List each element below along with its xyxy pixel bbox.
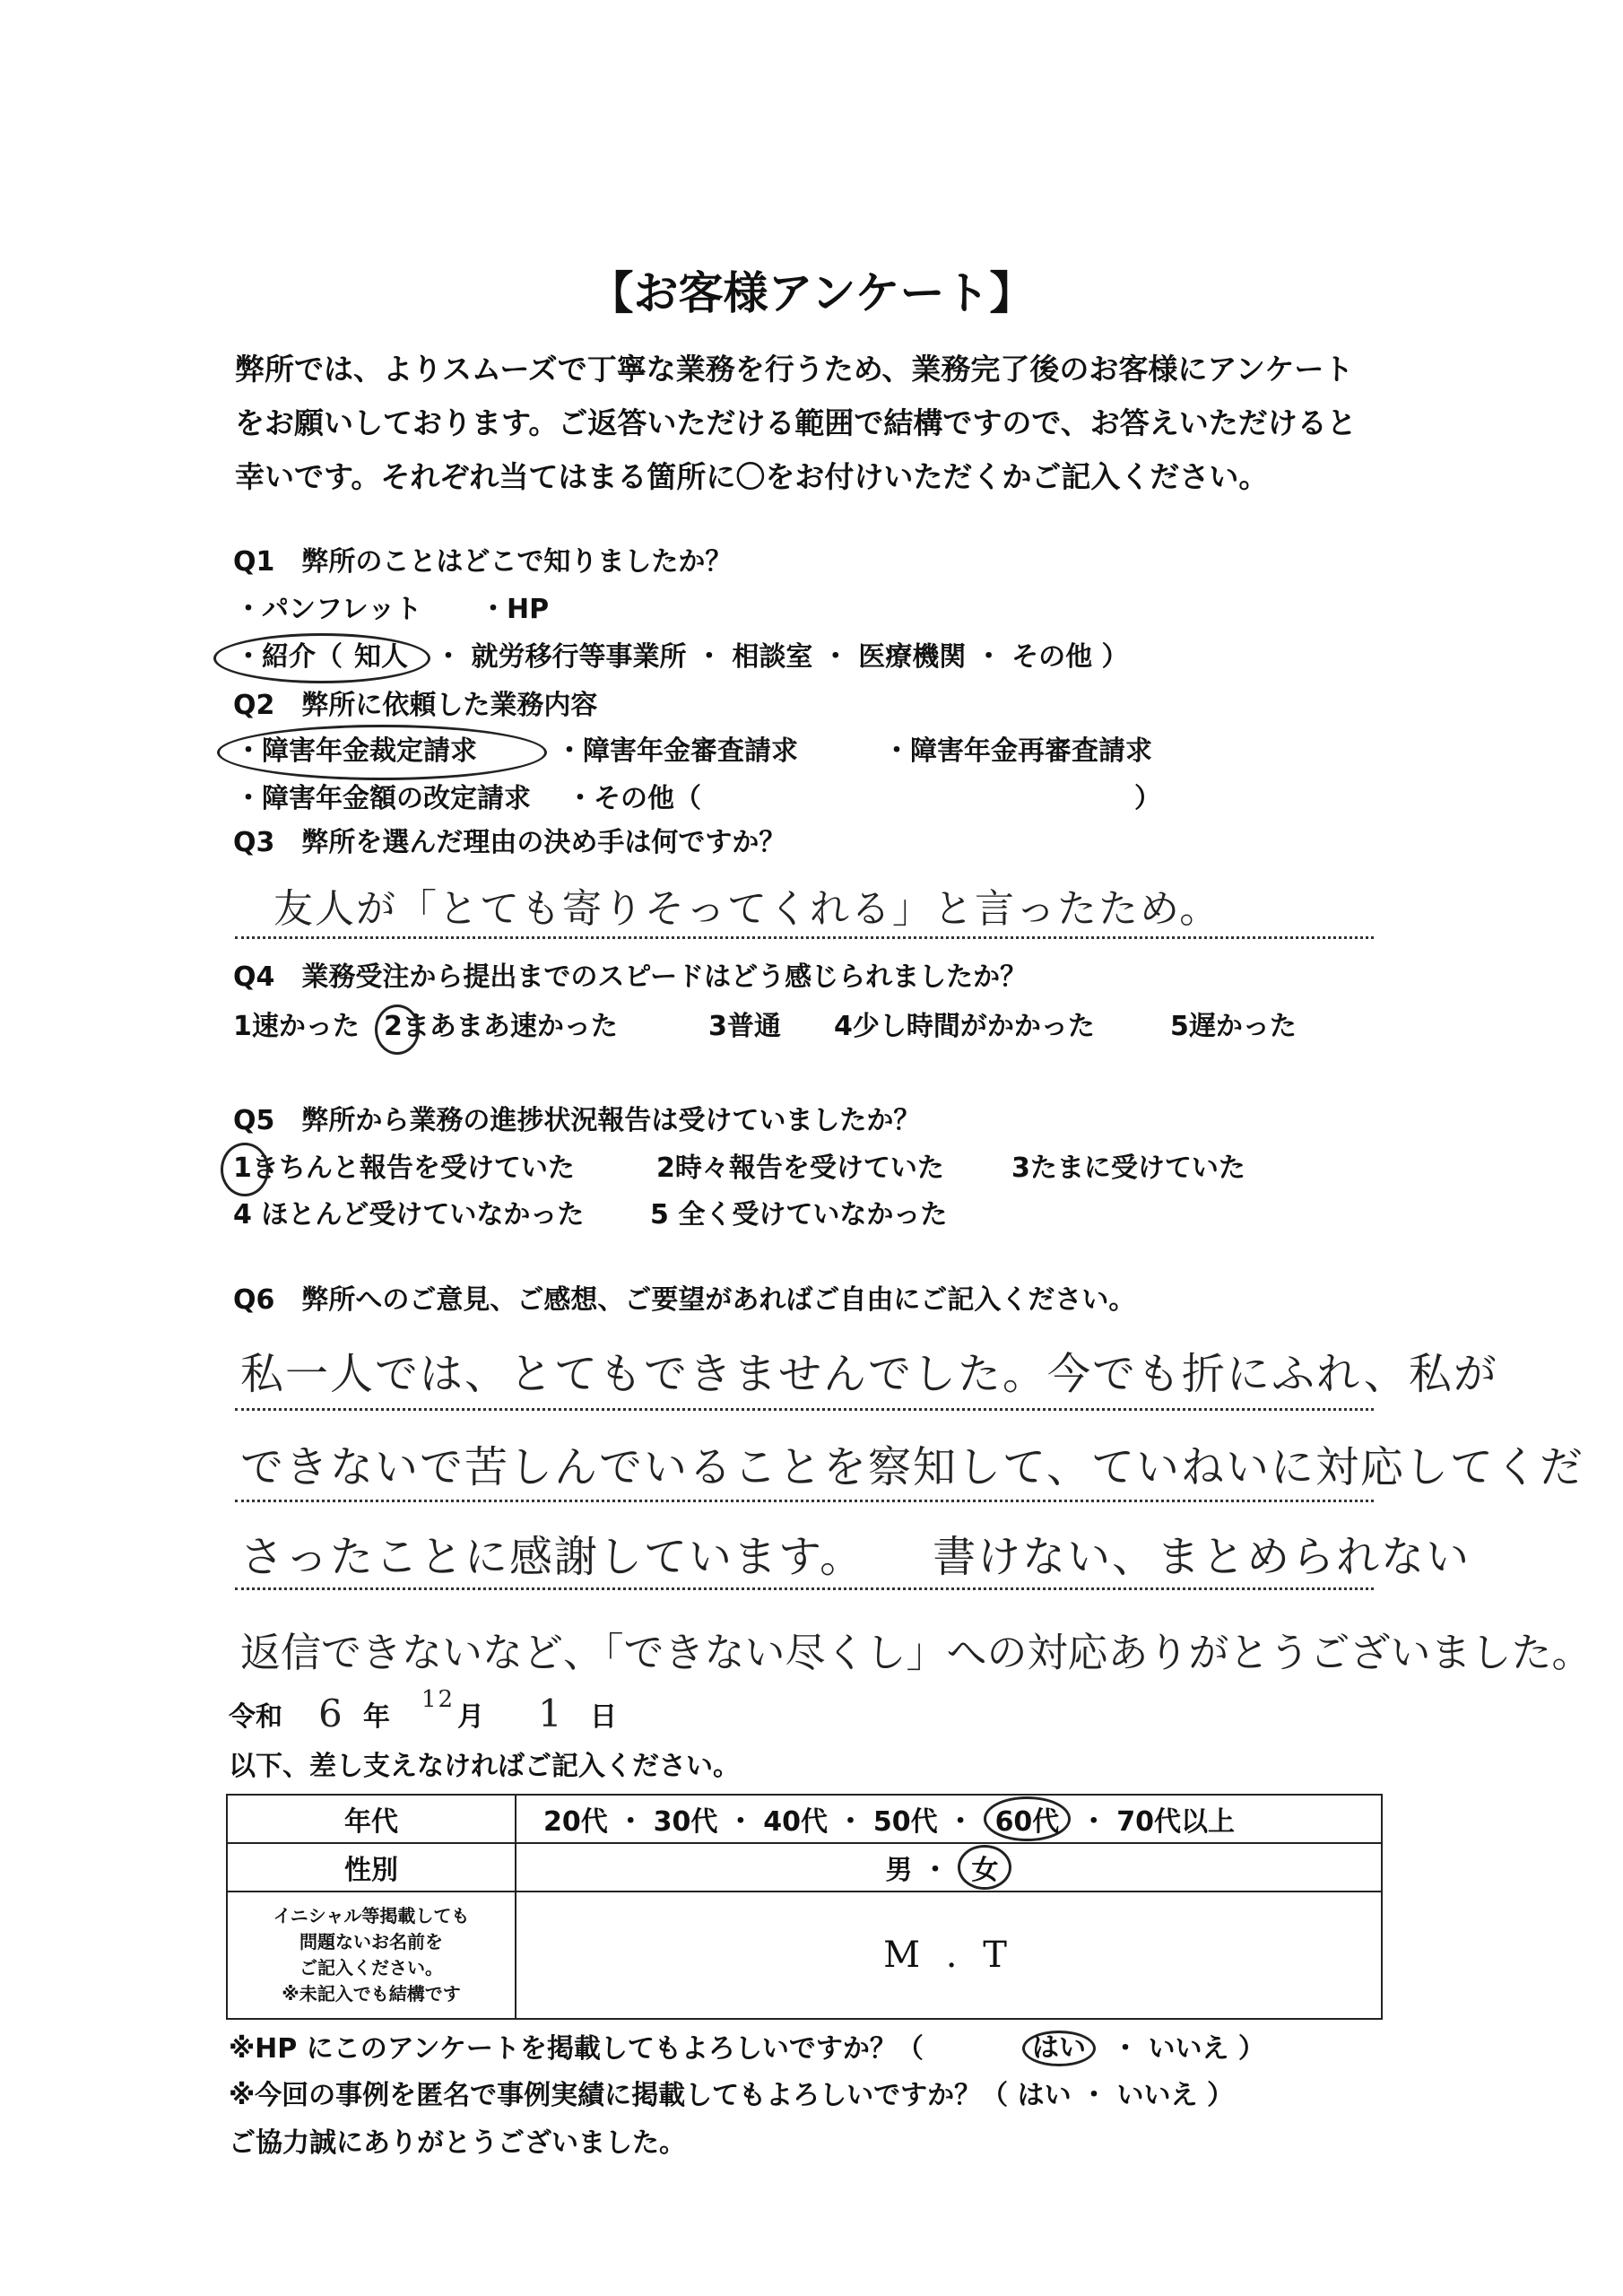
q6-comment-line-2: できないで苦しんでいることを察知して、ていねいに対応してくだ [240, 1442, 1585, 1492]
q4-answer-circle [375, 1004, 420, 1055]
sex-label: 性別 [227, 1843, 516, 1892]
survey-title: 【お客様アンケート】 [588, 267, 1035, 319]
q6-comment-line-1: 私一人では、とてもできませんでした。今でも折にふれ、私が [240, 1349, 1498, 1399]
q1-option-friend: 知人 [354, 641, 408, 673]
q4-option-3: 3普通 [708, 1011, 781, 1042]
q5-answer-circle [221, 1143, 269, 1196]
q4-option-2: 2まあまあ速かった [384, 1011, 618, 1042]
intro-line-2: をお願いしております。ご返答いただける範囲で結構ですので、お答えいただけると [235, 405, 1357, 440]
optional-note: 以下、差し支えなければご記入ください。 [229, 1751, 740, 1782]
q1-answer-circle [213, 633, 430, 683]
name-label-line-1: イニシャル等掲載しても [273, 1905, 470, 1926]
q2-option-other: ・その他（ [567, 783, 701, 814]
q4-option-5: 5遅かった [1170, 1011, 1297, 1042]
q1-option-hp: ・HP [480, 594, 550, 625]
closing-message: ご協力誠にありがとうございました。 [229, 2127, 686, 2159]
date-month: 12 [421, 1686, 456, 1713]
q5-option-4: 4 ほとんど受けていなかった [233, 1199, 585, 1231]
q1-option-others: ・ 就労移行等事業所 ・ 相談室 ・ 医療機関 ・ その他 ） [435, 641, 1129, 673]
age-options: 20代 ・ 30代 ・ 40代 ・ 50代 ・ [543, 1806, 975, 1838]
name-value-cell [516, 1892, 1382, 2019]
q6-line-1-rule [235, 1408, 1374, 1411]
q5-option-1: 1きちんと報告を受けていた [233, 1152, 575, 1184]
q5-option-3: 3たまに受けていた [1011, 1152, 1245, 1184]
q5-option-5: 5 全く受けていなかった [650, 1199, 948, 1231]
q6-question: Q6 弊所へのご意見、ご感想、ご要望があればご自由にご記入ください。 [233, 1284, 1136, 1316]
date-day-label: 日 [590, 1701, 617, 1733]
q2-question: Q2 弊所に依頼した業務内容 [233, 690, 598, 721]
q3-question: Q3 弊所を選んだ理由の決め手は何ですか？ [233, 827, 786, 858]
q5-option-2: 2時々報告を受けていた [656, 1152, 944, 1184]
age-options-rest: ・ 70代以上 [1080, 1806, 1235, 1838]
sex-options-cell [516, 1843, 1382, 1892]
name-value: M . T [883, 1935, 1014, 1976]
q2-answer-circle [217, 725, 547, 780]
name-label [227, 1892, 516, 2019]
age-label: 年代 [227, 1795, 516, 1843]
name-label-line-3: ご記入ください。 [299, 1957, 443, 1979]
date-month-label: 月 [457, 1701, 484, 1733]
date-era: 令和 [229, 1701, 282, 1733]
q1-option-referral: ・紹介（ [235, 641, 343, 673]
q1-question: Q1 弊所のことはどこで知りましたか？ [233, 546, 733, 578]
name-label-line-4: ※未記入でも結構です [282, 1983, 461, 2005]
hp-consent-question: ※HP にこのアンケートを掲載してもよろしいですか？（ [229, 2033, 924, 2065]
q2-option-initial-claim: ・障害年金裁定請求 [235, 735, 477, 767]
intro-line-3: 幸いです。それぞれ当てはまる箇所に〇をお付けいただくかご記入ください。 [235, 459, 1269, 494]
q2-option-review-request: ・障害年金審査請求 [556, 735, 798, 767]
q4-option-1: 1速かった [233, 1011, 360, 1042]
name-label-line-2: 問題ないお名前を [299, 1931, 443, 1952]
sex-female-selected: 女 [958, 1845, 1011, 1890]
date-day: 1 [538, 1692, 564, 1735]
hp-consent-rest: ・ いいえ ） [1112, 2033, 1265, 2065]
q5-question: Q5 弊所から業務の進捗状況報告は受けていましたか？ [233, 1105, 921, 1136]
date-year: 6 [318, 1692, 344, 1735]
q6-comment-line-3: さったことに感謝しています。 書けない、まとめられない [240, 1532, 1471, 1582]
q4-option-4: 4少し時間がかかった [834, 1011, 1095, 1042]
q2-option-other-close: ） [1134, 783, 1161, 814]
sex-male: 男 ・ [885, 1855, 949, 1886]
age-options-cell [516, 1795, 1382, 1843]
case-consent-question: ※今回の事例を匿名で事例実績に掲載してもよろしいですか？（ はい ・ いいえ ） [229, 2080, 1234, 2111]
q1-option-pamphlet: ・パンフレット [235, 594, 422, 625]
q6-line-3-rule [235, 1587, 1374, 1590]
q2-option-amount-revision: ・障害年金額の改定請求 [235, 783, 531, 814]
intro-line-1: 弊所では、よりスムーズで丁寧な業務を行うため、業務完了後のお客様にアンケート [235, 352, 1354, 387]
hp-consent-yes-selected: はい [1022, 2031, 1096, 2066]
q4-question: Q4 業務受注から提出までのスピードはどう感じられましたか？ [233, 961, 1028, 993]
q3-answer-line [235, 936, 1374, 939]
age-selected: 60代 [984, 1796, 1072, 1841]
q6-line-2-rule [235, 1500, 1374, 1502]
q6-comment-line-4: 返信できないなど、「できない尽くし」への対応ありがとうございました。 [240, 1629, 1593, 1676]
date-year-label: 年 [363, 1701, 390, 1733]
q2-option-re-review-request: ・障害年金再審査請求 [883, 735, 1152, 767]
respondent-info-table [226, 1794, 1383, 2020]
q3-answer: 友人が「とても寄りそってくれる」と言ったため。 [273, 886, 1221, 932]
